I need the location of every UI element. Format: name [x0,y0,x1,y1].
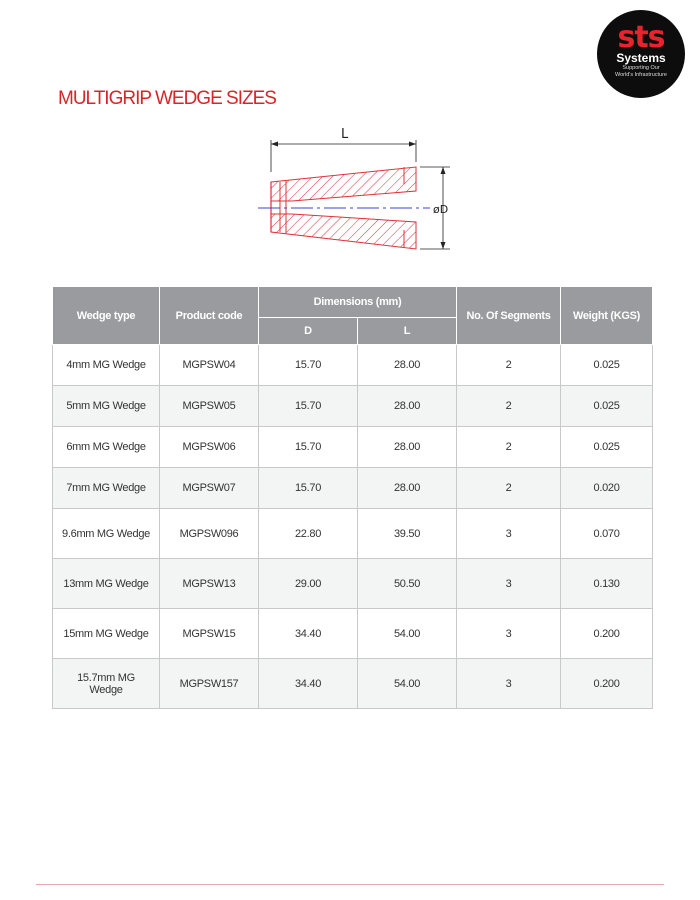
cell-weight: 0.200 [561,609,653,659]
length-dimension [271,127,416,172]
table-row [53,559,653,609]
cell-segments: 2 [457,468,561,509]
cell-d: 22.80 [259,509,358,559]
cell-d: 15.70 [259,345,358,386]
cell-wedge-type: 13mm MG Wedge [53,559,160,609]
cell-l: 28.00 [358,345,457,386]
cell-product-code: MGPSW05 [160,386,259,427]
header-weight: Weight (KGS) [561,287,653,345]
cell-product-code: MGPSW06 [160,427,259,468]
header-product-code: Product code [160,287,259,345]
cell-d: 15.70 [259,468,358,509]
header-d: D [259,318,358,345]
cell-l: 28.00 [358,427,457,468]
cell-l: 28.00 [358,386,457,427]
cell-weight: 0.025 [561,386,653,427]
cell-segments: 3 [457,659,561,709]
cell-segments: 3 [457,509,561,559]
cell-d: 34.40 [259,659,358,709]
cell-d: 15.70 [259,427,358,468]
cell-product-code: MGPSW096 [160,509,259,559]
sts-systems-logo [597,10,685,98]
cell-product-code: MGPSW07 [160,468,259,509]
wedge-sizes-table [52,286,653,709]
cell-product-code: MGPSW15 [160,609,259,659]
table-row [53,509,653,559]
cell-wedge-type: 15mm MG Wedge [53,609,160,659]
cell-weight: 0.025 [561,345,653,386]
wedge-diagram [250,120,470,260]
cell-l: 54.00 [358,659,457,709]
cell-product-code: MGPSW13 [160,559,259,609]
cell-l: 28.00 [358,468,457,509]
header-wedge-type: Wedge type [53,287,160,345]
cell-wedge-type: 7mm MG Wedge [53,468,160,509]
page-title: MULTIGRIP WEDGE SIZES [58,88,276,109]
cell-segments: 2 [457,345,561,386]
cell-product-code: MGPSW04 [160,345,259,386]
cell-l: 50.50 [358,559,457,609]
table-row [53,609,653,659]
header-l: L [358,318,457,345]
table-row [53,468,653,509]
cell-segments: 3 [457,559,561,609]
table-row [53,345,653,386]
diameter-label: øD [433,203,449,216]
cell-wedge-type: 4mm MG Wedge [53,345,160,386]
logo-tagline-1: Supporting Our [622,65,660,71]
cell-weight: 0.020 [561,468,653,509]
cell-d: 34.40 [259,609,358,659]
table-row [53,386,653,427]
table-row [53,427,653,468]
cell-weight: 0.200 [561,659,653,709]
cell-wedge-type: 5mm MG Wedge [53,386,160,427]
cell-segments: 3 [457,609,561,659]
cell-d: 15.70 [259,386,358,427]
length-label: L [341,127,349,142]
cell-l: 54.00 [358,609,457,659]
logo-tagline-2: World's Infrastructure [615,71,667,78]
logo-name: Systems [616,51,666,65]
cell-segments: 2 [457,386,561,427]
header-segments: No. Of Segments [457,287,561,345]
logo-mark: sts [617,20,665,55]
header-dimensions: Dimensions (mm) [259,287,457,318]
cell-l: 39.50 [358,509,457,559]
cell-product-code: MGPSW157 [160,659,259,709]
cell-weight: 0.070 [561,509,653,559]
cell-weight: 0.130 [561,559,653,609]
cell-wedge-type: 6mm MG Wedge [53,427,160,468]
cell-wedge-type: 15.7mm MG Wedge [53,659,160,709]
footer-divider [36,884,664,885]
cell-weight: 0.025 [561,427,653,468]
cell-d: 29.00 [259,559,358,609]
cell-wedge-type: 9.6mm MG Wedge [53,509,160,559]
table-row [53,659,653,709]
cell-segments: 2 [457,427,561,468]
